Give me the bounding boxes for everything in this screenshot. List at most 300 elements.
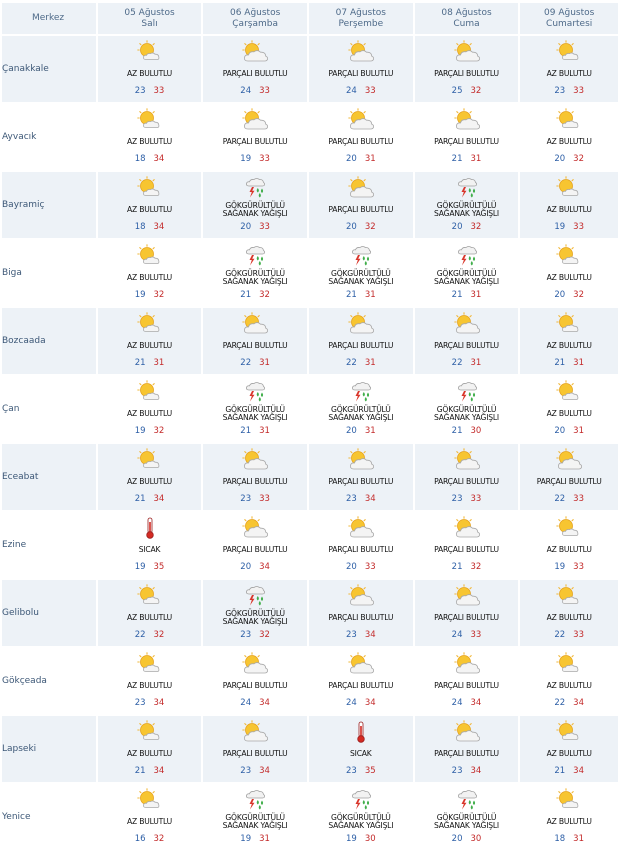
forecast-cell bbox=[98, 512, 202, 578]
max-temperature: 33 bbox=[573, 630, 584, 640]
max-temperature: 32 bbox=[470, 222, 482, 232]
condition-label bbox=[415, 199, 519, 221]
temperature-range bbox=[98, 494, 202, 505]
forecast-row bbox=[2, 512, 618, 578]
temperature-range bbox=[415, 426, 519, 437]
max-temperature: 34 bbox=[364, 698, 376, 708]
forecast-cell bbox=[309, 36, 413, 102]
condition-text: AZ BULUTLU bbox=[127, 817, 173, 826]
min-temperature: 22 bbox=[345, 358, 357, 368]
min-temperature: 20 bbox=[451, 222, 463, 232]
condition-text: AZ BULUTLU bbox=[546, 409, 592, 418]
forecast-cell bbox=[98, 376, 202, 442]
forecast-cell bbox=[203, 376, 307, 442]
mostly-cloudy-icon bbox=[348, 312, 374, 335]
min-temperature: 20 bbox=[345, 562, 357, 572]
city-name: Gökçeada bbox=[2, 648, 96, 714]
condition-label bbox=[520, 267, 618, 289]
condition-label bbox=[203, 471, 307, 493]
temperature-range bbox=[520, 766, 618, 777]
min-temperature: 20 bbox=[451, 834, 463, 844]
condition-label bbox=[520, 403, 618, 425]
max-temperature: 31 bbox=[364, 290, 376, 300]
temperature-range bbox=[98, 766, 202, 777]
forecast-row bbox=[2, 240, 618, 306]
partly-cloudy-icon bbox=[137, 108, 163, 131]
min-temperature: 23 bbox=[345, 766, 357, 776]
min-temperature: 24 bbox=[240, 698, 252, 708]
temperature-range bbox=[309, 426, 413, 437]
day-weekday: Salı bbox=[141, 18, 158, 29]
forecast-cell bbox=[98, 308, 202, 374]
partly-cloudy-icon bbox=[556, 516, 582, 539]
mostly-cloudy-icon bbox=[348, 516, 374, 539]
min-temperature: 23 bbox=[134, 86, 146, 96]
condition-label bbox=[98, 335, 202, 357]
day-date: 06 Ağustos bbox=[229, 7, 281, 18]
city-name: Ayvacık bbox=[2, 104, 96, 170]
condition-text: PARÇALI BULUTLU bbox=[328, 69, 394, 78]
temperature-range bbox=[98, 222, 202, 233]
max-temperature: 33 bbox=[573, 86, 584, 96]
temperature-range bbox=[98, 698, 202, 709]
condition-text: AZ BULUTLU bbox=[127, 409, 173, 418]
condition-text: AZ BULUTLU bbox=[127, 341, 173, 350]
temperature-range bbox=[415, 698, 519, 709]
condition-text: AZ BULUTLU bbox=[546, 69, 592, 78]
mostly-cloudy-icon bbox=[242, 516, 268, 539]
min-temperature: 21 bbox=[451, 154, 463, 164]
mostly-cloudy-icon bbox=[454, 720, 480, 743]
mostly-cloudy-icon bbox=[348, 652, 374, 675]
mostly-cloudy-icon bbox=[242, 448, 268, 471]
max-temperature: 30 bbox=[470, 426, 482, 436]
mostly-cloudy-icon bbox=[454, 40, 480, 63]
condition-text: PARÇALI BULUTLU bbox=[434, 477, 499, 486]
min-temperature: 21 bbox=[554, 358, 566, 368]
condition-text: AZ BULUTLU bbox=[127, 613, 173, 622]
forecast-cell bbox=[98, 444, 202, 510]
day-date: 08 Ağustos bbox=[441, 7, 492, 18]
partly-cloudy-icon bbox=[137, 584, 163, 607]
condition-label bbox=[520, 335, 618, 357]
forecast-row bbox=[2, 648, 618, 714]
min-temperature: 19 bbox=[134, 562, 146, 572]
condition-label bbox=[415, 675, 519, 697]
max-temperature: 31 bbox=[259, 426, 270, 436]
min-temperature: 23 bbox=[451, 494, 463, 504]
condition-label bbox=[98, 199, 202, 221]
forecast-row bbox=[2, 104, 618, 170]
condition-line: SAĞANAK YAĞIŞLI bbox=[222, 413, 288, 422]
partly-cloudy-icon bbox=[556, 312, 582, 335]
temperature-range bbox=[415, 766, 519, 777]
partly-cloudy-icon bbox=[137, 176, 163, 199]
day-header bbox=[520, 3, 618, 34]
min-temperature: 18 bbox=[134, 154, 146, 164]
partly-cloudy-icon bbox=[556, 652, 582, 675]
min-temperature: 18 bbox=[554, 834, 566, 844]
thunderstorm-icon bbox=[348, 244, 374, 267]
condition-label bbox=[98, 63, 202, 85]
day-date: 07 Ağustos bbox=[335, 7, 386, 18]
temperature-range bbox=[520, 698, 618, 709]
condition-label bbox=[98, 403, 202, 425]
condition-line: SAĞANAK YAĞIŞLI bbox=[222, 821, 288, 830]
mostly-cloudy-icon bbox=[556, 448, 582, 471]
condition-label bbox=[520, 811, 618, 833]
condition-label bbox=[203, 335, 307, 357]
city-name: Çanakkale bbox=[2, 36, 96, 102]
forecast-cell bbox=[309, 308, 413, 374]
condition-text bbox=[328, 814, 393, 830]
forecast-body bbox=[2, 36, 618, 850]
condition-label bbox=[520, 607, 618, 629]
forecast-row bbox=[2, 784, 618, 850]
forecast-row bbox=[2, 716, 618, 782]
city-name: Gelibolu bbox=[2, 580, 96, 646]
temperature-range bbox=[309, 358, 413, 369]
forecast-row bbox=[2, 376, 618, 442]
forecast-cell bbox=[415, 580, 519, 646]
day-header bbox=[203, 3, 307, 34]
max-temperature: 34 bbox=[153, 494, 165, 504]
min-temperature: 22 bbox=[554, 698, 566, 708]
forecast-cell bbox=[415, 308, 519, 374]
temperature-range bbox=[98, 86, 202, 97]
forecast-cell bbox=[309, 444, 413, 510]
condition-line: GÖKGÜRÜLTÜLÜ bbox=[331, 269, 391, 278]
partly-cloudy-icon bbox=[137, 244, 163, 267]
condition-label bbox=[309, 63, 413, 85]
mostly-cloudy-icon bbox=[454, 108, 480, 131]
forecast-cell bbox=[203, 308, 307, 374]
temperature-range bbox=[520, 834, 618, 845]
temperature-range bbox=[203, 290, 307, 301]
mostly-cloudy-icon bbox=[348, 40, 374, 63]
forecast-cell bbox=[98, 784, 202, 850]
partly-cloudy-icon bbox=[556, 788, 582, 811]
max-temperature: 31 bbox=[259, 358, 270, 368]
forecast-cell bbox=[309, 580, 413, 646]
condition-label bbox=[203, 63, 307, 85]
max-temperature: 33 bbox=[573, 222, 584, 232]
condition-label bbox=[520, 63, 618, 85]
condition-text: PARÇALI BULUTLU bbox=[434, 749, 499, 758]
temperature-range bbox=[98, 562, 202, 573]
forecast-cell bbox=[203, 580, 307, 646]
min-temperature: 21 bbox=[134, 358, 146, 368]
forecast-cell bbox=[520, 648, 618, 714]
max-temperature: 33 bbox=[470, 630, 482, 640]
temperature-range bbox=[520, 290, 618, 301]
condition-text: SICAK bbox=[350, 749, 372, 758]
temperature-range bbox=[415, 494, 519, 505]
thunderstorm-icon bbox=[454, 176, 480, 199]
forecast-cell bbox=[309, 512, 413, 578]
condition-text: AZ BULUTLU bbox=[127, 205, 173, 214]
forecast-cell bbox=[98, 172, 202, 238]
max-temperature: 35 bbox=[153, 562, 165, 572]
partly-cloudy-icon bbox=[556, 720, 582, 743]
temperature-range bbox=[203, 222, 307, 233]
max-temperature: 34 bbox=[153, 766, 165, 776]
condition-label bbox=[415, 811, 519, 833]
condition-label bbox=[415, 607, 519, 629]
condition-label bbox=[309, 811, 413, 833]
mostly-cloudy-icon bbox=[454, 516, 480, 539]
condition-text bbox=[434, 814, 499, 830]
condition-text bbox=[223, 814, 288, 830]
forecast-cell bbox=[520, 580, 618, 646]
condition-line: GÖKGÜRÜLTÜLÜ bbox=[436, 201, 497, 210]
mostly-cloudy-icon bbox=[454, 652, 480, 675]
forecast-row bbox=[2, 444, 618, 510]
mostly-cloudy-icon bbox=[348, 584, 374, 607]
min-temperature: 22 bbox=[554, 494, 566, 504]
temperature-range bbox=[98, 290, 202, 301]
min-temperature: 20 bbox=[554, 426, 566, 436]
condition-label bbox=[415, 743, 519, 765]
condition-text: PARÇALI BULUTLU bbox=[328, 477, 394, 486]
temperature-range bbox=[309, 86, 413, 97]
max-temperature: 33 bbox=[470, 494, 482, 504]
thermometer-icon bbox=[137, 516, 163, 539]
condition-label bbox=[203, 131, 307, 153]
max-temperature: 32 bbox=[364, 222, 376, 232]
condition-label bbox=[203, 199, 307, 221]
condition-label bbox=[520, 539, 618, 561]
temperature-range bbox=[203, 834, 307, 845]
condition-text bbox=[434, 406, 499, 422]
thunderstorm-icon bbox=[348, 380, 374, 403]
max-temperature: 32 bbox=[153, 426, 165, 436]
condition-text: PARÇALI BULUTLU bbox=[434, 137, 499, 146]
condition-label bbox=[415, 63, 519, 85]
condition-label bbox=[203, 811, 307, 833]
min-temperature: 21 bbox=[240, 426, 252, 436]
max-temperature: 34 bbox=[153, 154, 165, 164]
thunderstorm-icon bbox=[242, 788, 268, 811]
forecast-cell bbox=[203, 648, 307, 714]
city-name: Bayramiç bbox=[2, 172, 96, 238]
partly-cloudy-icon bbox=[556, 108, 582, 131]
max-temperature: 32 bbox=[259, 630, 270, 640]
min-temperature: 23 bbox=[240, 766, 252, 776]
condition-text: AZ BULUTLU bbox=[546, 749, 592, 758]
min-temperature: 19 bbox=[345, 834, 357, 844]
temperature-range bbox=[98, 630, 202, 641]
condition-label bbox=[415, 471, 519, 493]
condition-text bbox=[223, 610, 288, 626]
temperature-range bbox=[309, 494, 413, 505]
temperature-range bbox=[415, 358, 519, 369]
max-temperature: 34 bbox=[153, 222, 165, 232]
forecast-cell bbox=[309, 240, 413, 306]
temperature-range bbox=[520, 630, 618, 641]
condition-line: SAĞANAK YAĞIŞLI bbox=[328, 413, 394, 422]
min-temperature: 19 bbox=[240, 154, 252, 164]
condition-line: GÖKGÜRÜLTÜLÜ bbox=[331, 813, 391, 822]
min-temperature: 19 bbox=[554, 562, 566, 572]
forecast-cell bbox=[520, 512, 618, 578]
forecast-cell bbox=[203, 784, 307, 850]
condition-label bbox=[203, 267, 307, 289]
thunderstorm-icon bbox=[242, 244, 268, 267]
condition-line: SAĞANAK YAĞIŞLI bbox=[434, 277, 499, 286]
max-temperature: 32 bbox=[573, 154, 584, 164]
thunderstorm-icon bbox=[242, 380, 268, 403]
condition-label bbox=[203, 607, 307, 629]
partly-cloudy-icon bbox=[556, 244, 582, 267]
mostly-cloudy-icon bbox=[454, 312, 480, 335]
max-temperature: 31 bbox=[573, 358, 584, 368]
condition-label bbox=[520, 131, 618, 153]
condition-text: PARÇALI BULUTLU bbox=[328, 341, 394, 350]
temperature-range bbox=[309, 766, 413, 777]
mostly-cloudy-icon bbox=[242, 40, 268, 63]
condition-label bbox=[309, 539, 413, 561]
condition-text: PARÇALI BULUTLU bbox=[222, 137, 288, 146]
condition-text: PARÇALI BULUTLU bbox=[222, 69, 288, 78]
condition-text: PARÇALI BULUTLU bbox=[434, 545, 499, 554]
partly-cloudy-icon bbox=[137, 652, 163, 675]
condition-label bbox=[309, 471, 413, 493]
condition-text: PARÇALI BULUTLU bbox=[434, 69, 499, 78]
condition-label bbox=[309, 335, 413, 357]
condition-text: AZ BULUTLU bbox=[127, 137, 173, 146]
min-temperature: 21 bbox=[134, 766, 146, 776]
day-weekday: Cumartesi bbox=[546, 18, 593, 29]
thermometer-icon bbox=[348, 720, 374, 743]
forecast-cell bbox=[415, 444, 519, 510]
min-temperature: 24 bbox=[345, 698, 357, 708]
min-temperature: 19 bbox=[134, 290, 146, 300]
temperature-range bbox=[203, 562, 307, 573]
max-temperature: 31 bbox=[470, 154, 482, 164]
thunderstorm-icon bbox=[242, 176, 268, 199]
city-name: Bozcaada bbox=[2, 308, 96, 374]
forecast-row bbox=[2, 172, 618, 238]
condition-line: GÖKGÜRÜLTÜLÜ bbox=[225, 609, 285, 618]
min-temperature: 24 bbox=[240, 86, 252, 96]
condition-text: PARÇALI BULUTLU bbox=[328, 545, 394, 554]
condition-line: GÖKGÜRÜLTÜLÜ bbox=[225, 201, 285, 210]
min-temperature: 21 bbox=[134, 494, 146, 504]
min-temperature: 20 bbox=[345, 222, 357, 232]
forecast-row bbox=[2, 308, 618, 374]
min-temperature: 23 bbox=[240, 494, 252, 504]
city-name: Lapseki bbox=[2, 716, 96, 782]
min-temperature: 20 bbox=[240, 222, 252, 232]
day-header bbox=[309, 3, 413, 34]
condition-text: PARÇALI BULUTLU bbox=[222, 341, 288, 350]
forecast-cell bbox=[98, 648, 202, 714]
forecast-cell bbox=[203, 172, 307, 238]
min-temperature: 16 bbox=[134, 834, 146, 844]
forecast-cell bbox=[203, 512, 307, 578]
partly-cloudy-icon bbox=[137, 720, 163, 743]
header-row bbox=[2, 3, 618, 34]
partly-cloudy-icon bbox=[556, 380, 582, 403]
forecast-cell bbox=[203, 716, 307, 782]
forecast-cell bbox=[415, 240, 519, 306]
max-temperature: 34 bbox=[153, 698, 165, 708]
condition-label bbox=[520, 743, 618, 765]
max-temperature: 34 bbox=[259, 766, 270, 776]
condition-label bbox=[309, 607, 413, 629]
forecast-cell bbox=[520, 784, 618, 850]
forecast-cell bbox=[203, 36, 307, 102]
forecast-cell bbox=[309, 104, 413, 170]
forecast-cell bbox=[520, 444, 618, 510]
condition-text: AZ BULUTLU bbox=[127, 681, 173, 690]
condition-line: SAĞANAK YAĞIŞLI bbox=[434, 413, 499, 422]
mostly-cloudy-icon bbox=[348, 176, 374, 199]
temperature-range bbox=[415, 290, 519, 301]
min-temperature: 22 bbox=[134, 630, 146, 640]
condition-text: PARÇALI BULUTLU bbox=[222, 749, 288, 758]
forecast-cell bbox=[203, 104, 307, 170]
min-temperature: 24 bbox=[451, 630, 463, 640]
condition-line: GÖKGÜRÜLTÜLÜ bbox=[436, 813, 497, 822]
condition-label bbox=[520, 199, 618, 221]
thunderstorm-icon bbox=[454, 380, 480, 403]
min-temperature: 20 bbox=[240, 562, 252, 572]
forecast-cell bbox=[98, 580, 202, 646]
condition-label bbox=[309, 199, 413, 221]
max-temperature: 31 bbox=[470, 290, 482, 300]
max-temperature: 32 bbox=[153, 290, 165, 300]
min-temperature: 23 bbox=[240, 630, 252, 640]
condition-line: SAĞANAK YAĞIŞLI bbox=[222, 209, 288, 218]
day-header bbox=[415, 3, 519, 34]
condition-text: AZ BULUTLU bbox=[546, 681, 592, 690]
min-temperature: 21 bbox=[451, 426, 463, 436]
max-temperature: 33 bbox=[259, 86, 270, 96]
condition-text: PARÇALI BULUTLU bbox=[328, 205, 394, 214]
temperature-range bbox=[203, 494, 307, 505]
condition-line: SAĞANAK YAĞIŞLI bbox=[222, 617, 288, 626]
min-temperature: 19 bbox=[134, 426, 146, 436]
min-temperature: 24 bbox=[451, 698, 463, 708]
mostly-cloudy-icon bbox=[348, 448, 374, 471]
temperature-range bbox=[309, 222, 413, 233]
condition-text: AZ BULUTLU bbox=[546, 341, 592, 350]
partly-cloudy-icon bbox=[556, 40, 582, 63]
condition-label bbox=[309, 403, 413, 425]
max-temperature: 34 bbox=[573, 766, 584, 776]
condition-text: AZ BULUTLU bbox=[546, 545, 592, 554]
temperature-range bbox=[415, 562, 519, 573]
min-temperature: 22 bbox=[451, 358, 463, 368]
forecast-cell bbox=[309, 784, 413, 850]
condition-text: AZ BULUTLU bbox=[127, 749, 173, 758]
temperature-range bbox=[98, 426, 202, 437]
min-temperature: 21 bbox=[451, 290, 463, 300]
condition-text: PARÇALI BULUTLU bbox=[222, 545, 288, 554]
forecast-cell bbox=[98, 240, 202, 306]
condition-label bbox=[98, 811, 202, 833]
condition-line: SAĞANAK YAĞIŞLI bbox=[434, 209, 499, 218]
temperature-range bbox=[309, 698, 413, 709]
condition-line: SAĞANAK YAĞIŞLI bbox=[328, 277, 394, 286]
min-temperature: 19 bbox=[240, 834, 252, 844]
temperature-range bbox=[415, 630, 519, 641]
city-name: Eceabat bbox=[2, 444, 96, 510]
condition-label bbox=[309, 267, 413, 289]
partly-cloudy-icon bbox=[137, 448, 163, 471]
